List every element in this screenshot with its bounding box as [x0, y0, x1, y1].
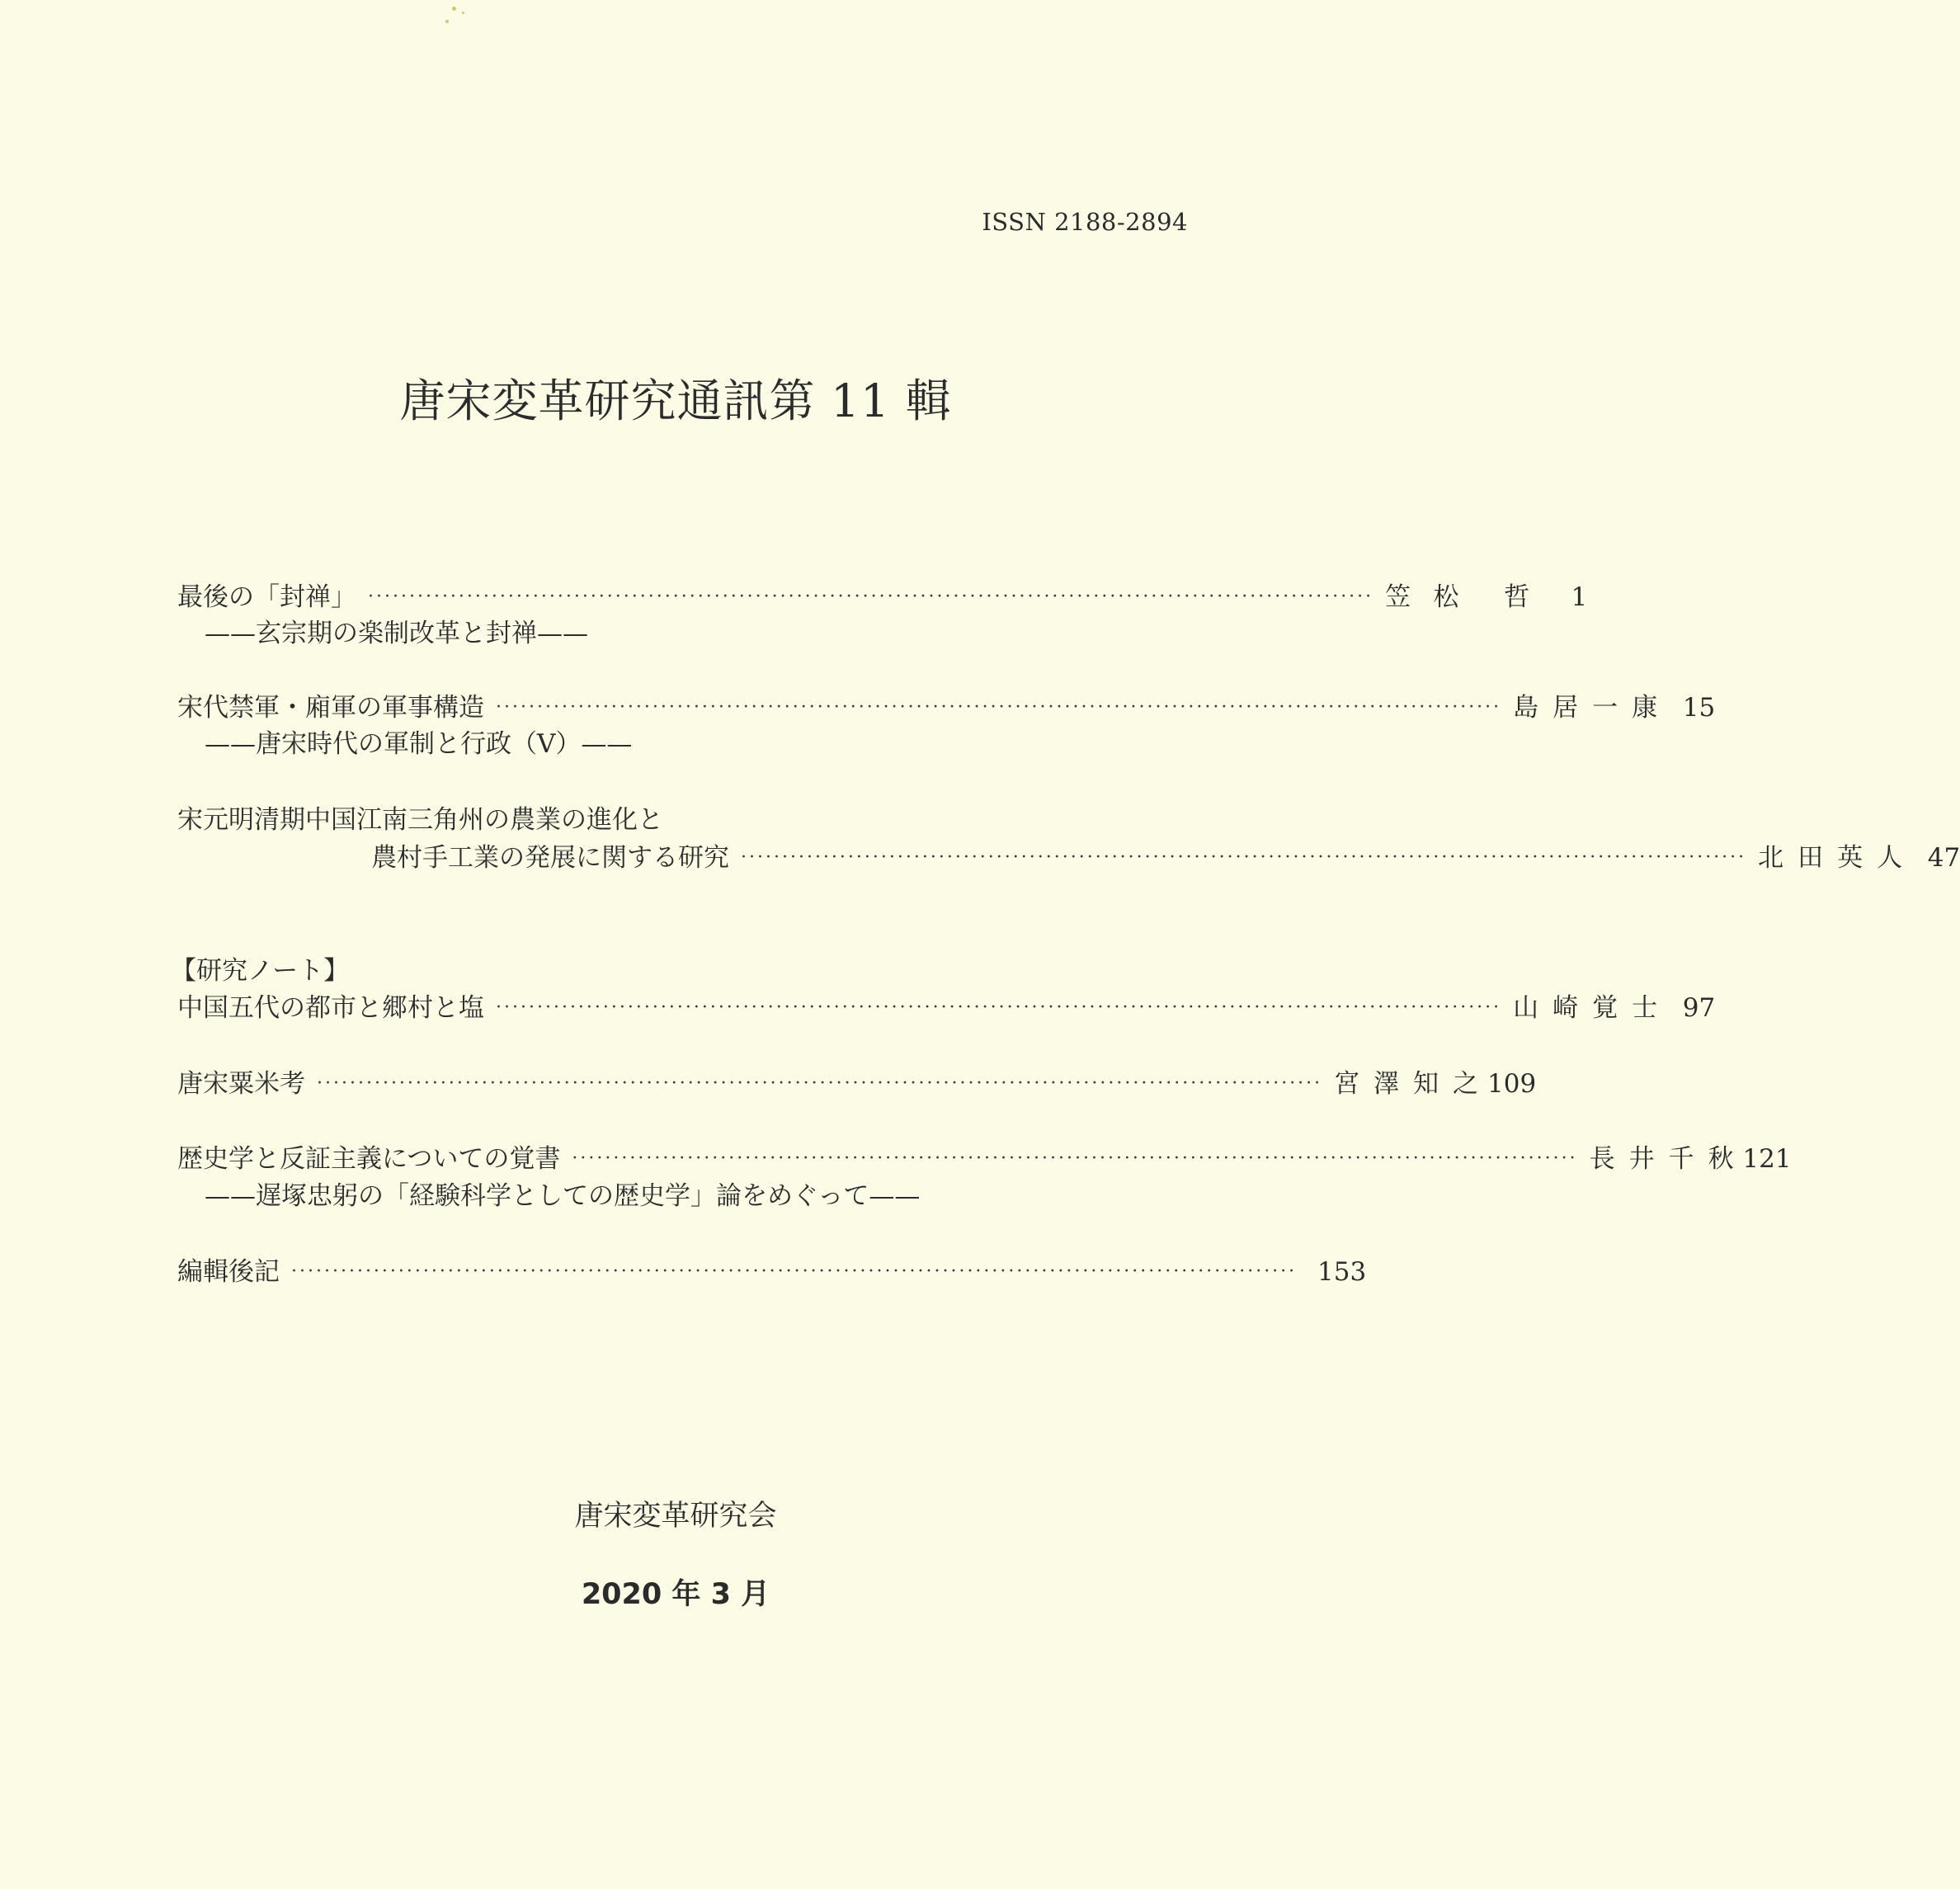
- entry-title: 最後の「封禅」: [177, 582, 356, 612]
- author-char: 田: [1797, 843, 1824, 873]
- issn-number: ISSN 2188-2894: [982, 208, 1188, 236]
- entry-page: 121: [1742, 1144, 1792, 1174]
- entry-subtitle: ——遅塚忠躬の「経験科学としての歴史学」論をめぐって——: [205, 1181, 921, 1211]
- author-char: 崎: [1552, 993, 1579, 1023]
- paper-speck: [462, 12, 464, 14]
- toc-entry: [177, 1141, 1792, 1177]
- author-char: 宮: [1334, 1069, 1360, 1099]
- entry-page: 153: [1317, 1257, 1367, 1287]
- entry-page: 15: [1682, 693, 1716, 723]
- dot-leader: ··························································································································: [317, 1073, 1323, 1094]
- dot-leader: ··························································································································: [291, 1261, 1298, 1282]
- author-char: 知: [1413, 1069, 1439, 1099]
- entry-author: [1334, 1066, 1478, 1102]
- entry-title: 唐宋粟米考: [177, 1069, 305, 1099]
- author-char: 士: [1632, 993, 1658, 1023]
- entry-subtitle: ——唐宋時代の軍制と行政（Ⅴ）——: [205, 729, 633, 759]
- toc-entry: [177, 1066, 1537, 1102]
- dot-leader: ··························································································································: [572, 1148, 1578, 1169]
- dot-leader: ··························································································································: [496, 997, 1502, 1018]
- entry-title-line1: 宋元明清期中国江南三角州の農業の進化と: [177, 805, 663, 835]
- publication-date: 2020 年 3 月: [581, 1578, 770, 1611]
- toc-entry-afterword: [177, 1254, 1367, 1290]
- entry-author: [1590, 1141, 1734, 1177]
- entry-page: 109: [1487, 1069, 1537, 1099]
- author-char: 長: [1589, 1144, 1615, 1174]
- entry-page: 97: [1682, 993, 1716, 1023]
- toc-entry: [371, 840, 1960, 876]
- toc-entry: [177, 579, 1588, 615]
- entry-author: [1513, 690, 1657, 726]
- publisher-name: 唐宋変革研究会: [574, 1500, 777, 1533]
- entry-author: [1758, 840, 1902, 876]
- author-char: 千: [1668, 1144, 1694, 1174]
- author-char: 北: [1758, 843, 1784, 873]
- entry-title: 農村手工業の発展に関する研究: [371, 843, 729, 873]
- entry-title: 編輯後記: [177, 1257, 280, 1287]
- journal-title: 唐宋変革研究通訊第 11 輯: [399, 375, 952, 427]
- entry-author: [1513, 990, 1657, 1026]
- entry-subtitle: ——玄宗期の楽制改革と封禅——: [205, 619, 588, 648]
- author-char: 覚: [1592, 993, 1618, 1023]
- dot-leader: ··························································································································: [368, 586, 1374, 607]
- paper-speck: [452, 7, 456, 11]
- author-char: 之: [1453, 1069, 1479, 1099]
- toc-entry: [177, 990, 1716, 1026]
- entry-page: 47: [1927, 843, 1960, 873]
- dot-leader: ··························································································································: [741, 847, 1747, 868]
- author-char: 井: [1628, 1144, 1655, 1174]
- dot-leader: ··························································································································: [496, 697, 1502, 718]
- author-char: 山: [1513, 993, 1539, 1023]
- author-char: 澤: [1373, 1069, 1400, 1099]
- author-char: 哲: [1504, 582, 1530, 612]
- entry-title: 中国五代の都市と郷村と塩: [177, 993, 484, 1023]
- entry-title: 歴史学と反証主義についての覚書: [177, 1144, 561, 1174]
- section-label-research-notes: 【研究ノート】: [171, 956, 350, 986]
- entry-author: [1385, 579, 1529, 615]
- paper-speck: [445, 20, 449, 23]
- toc-entry: [177, 690, 1716, 726]
- author-char: 居: [1552, 693, 1579, 723]
- entry-title: 宋代禁軍・廂軍の軍事構造: [177, 693, 484, 723]
- author-char: 康: [1632, 693, 1658, 723]
- author-char: 島: [1513, 693, 1539, 723]
- entry-page: 1: [1571, 582, 1588, 612]
- author-char: 人: [1877, 843, 1903, 873]
- author-char: 秋: [1708, 1144, 1734, 1174]
- author-char: 一: [1592, 693, 1618, 723]
- author-char: 笠: [1385, 582, 1411, 612]
- author-char: 松: [1433, 582, 1459, 612]
- author-char: 英: [1837, 843, 1863, 873]
